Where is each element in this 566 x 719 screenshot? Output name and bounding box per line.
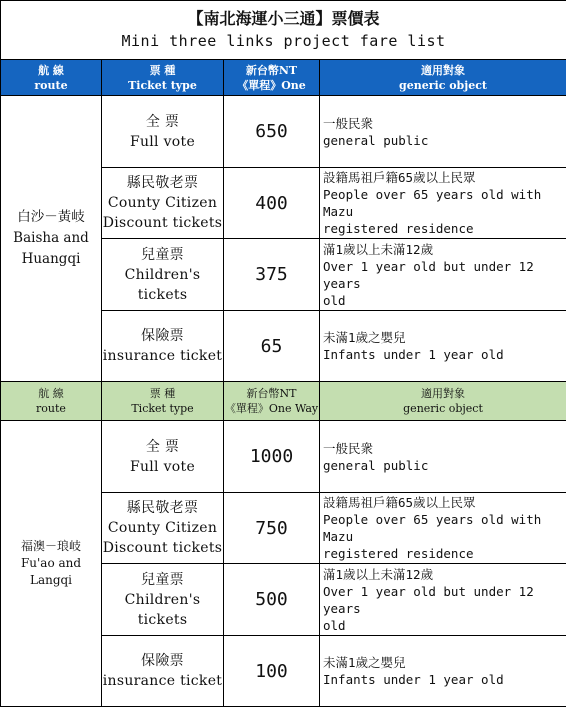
ticket-type-cell [102,421,224,493]
object-zh: 未滿1歲之嬰兒 [323,330,406,345]
object-en: Infants under 1 year old [323,347,504,362]
ticket-type-cell [102,168,224,239]
header-route-zh: 航 線 [38,387,64,400]
ticket-type-en-2: tickets [137,286,188,303]
ticket-type-en-2: Discount tickets [102,215,223,231]
object-cell [320,311,566,382]
header-price-zh: 新台幣NT [246,387,297,400]
header-object-en: generic object [403,402,483,415]
ticket-type-en: insurance ticket [102,673,223,689]
route1-name-cell [1,96,102,382]
ticket-type-en: Full vote [129,133,196,150]
ticket-type-en: Children's [124,591,201,608]
route2-name-en-2: Langqi [29,573,73,587]
title-row [1,1,566,60]
ticket-type-en: County Citizen [107,195,218,211]
object-zh: 設籍馬祖戶籍65歲以上民眾 [323,495,476,510]
title-english: Mini three links project fare list [121,32,446,50]
object-cell [320,564,566,636]
price-cell: 650 [224,96,320,168]
ticket-type-zh: 全 票 [145,438,180,455]
object-zh: 未滿1歲之嬰兒 [323,655,406,670]
table-row [1,96,566,168]
ticket-type-zh: 縣民敬老票 [126,175,199,191]
header-price-zh: 新台幣NT [245,63,298,77]
header-ticket-type [102,60,224,96]
ticket-type-cell [102,564,224,636]
route1-name-en-2: Huangqi [21,251,81,267]
object-en: general public [323,132,429,148]
object-zh: 一般民衆 [323,115,374,131]
object-zh: 一般民衆 [323,440,374,456]
object-zh: 滿1歲以上未滿12歲 [323,566,434,582]
route2-name-en-1: Fu'ao and [20,556,82,570]
price-cell: 1000 [224,421,320,493]
price-cell: 375 [224,239,320,311]
ticket-type-zh: 兒童票 [141,571,184,588]
object-en: People over 65 years old with Mazu [323,512,542,544]
ticket-type-en: Full vote [129,458,196,475]
title-cell [1,1,566,60]
ticket-type-en-2: tickets [137,611,188,628]
ticket-type-en-2: Discount tickets [102,540,223,556]
ticket-type-cell [102,493,224,564]
header-row-route2 [1,382,566,421]
header-route-zh: 航 線 [38,63,64,77]
header-object-en: generic object [399,78,488,92]
object-zh: 設籍馬祖戶籍65歲以上民眾 [323,170,476,185]
header-type-zh: 票 種 [149,387,176,400]
ticket-type-en: County Citizen [107,520,218,536]
header-route-en: route [36,402,66,415]
price-cell: 100 [224,636,320,707]
price-cell: 65 [224,311,320,382]
object-en-2: old [323,617,346,633]
ticket-type-en: insurance ticket [102,348,223,364]
route2-name-cell [1,421,102,707]
header-route [1,382,102,421]
object-zh: 滿1歲以上未滿12歲 [323,241,434,257]
header-price [224,382,320,421]
object-cell [320,239,566,311]
header-object-zh: 適用對象 [421,63,466,77]
ticket-type-zh: 兒童票 [141,246,184,263]
header-route [1,60,102,96]
ticket-type-cell [102,636,224,707]
ticket-type-zh: 縣民敬老票 [126,500,199,516]
ticket-type-cell [102,311,224,382]
object-cell [320,636,566,707]
route1-name-zh: 白沙－黃岐 [17,209,85,225]
ticket-type-zh: 全 票 [145,113,180,130]
object-en: People over 65 years old with Mazu [323,187,542,219]
object-cell [320,421,566,493]
header-price-en: 《單程》One [237,78,306,92]
price-cell: 500 [224,564,320,636]
object-en: Over 1 year old but under 12 years [323,258,534,291]
object-en-2: registered residence [323,221,474,236]
header-type-zh: 票 種 [149,63,176,77]
header-object-zh: 適用對象 [421,387,466,400]
header-row-route1 [1,60,566,96]
header-ticket-type [102,382,224,421]
price-cell: 400 [224,168,320,239]
object-en: general public [323,457,429,473]
header-price-en: 《單程》One Way [224,402,319,415]
ticket-type-cell [102,239,224,311]
ticket-type-zh: 保險票 [141,328,184,344]
object-cell [320,493,566,564]
route1-name-en-1: Baisha and [13,230,89,246]
header-object [320,382,566,421]
ticket-type-cell [102,96,224,168]
object-en-2: old [323,292,346,308]
header-route-en: route [34,78,68,92]
object-en-2: registered residence [323,546,474,561]
header-object [320,60,566,96]
route2-name-zh: 福澳－琅岐 [20,539,81,553]
header-type-en: Ticket type [128,78,197,92]
object-cell [320,96,566,168]
title-chinese: 【南北海運小三通】票價表 [187,9,380,28]
price-cell: 750 [224,493,320,564]
header-price [224,60,320,96]
ticket-type-en: Children's [124,266,201,283]
object-en: Infants under 1 year old [323,672,504,687]
table-row [1,421,566,493]
object-en: Over 1 year old but under 12 years [323,583,534,616]
ticket-type-zh: 保險票 [141,653,184,669]
object-cell [320,168,566,239]
header-type-en: Ticket type [131,402,194,415]
